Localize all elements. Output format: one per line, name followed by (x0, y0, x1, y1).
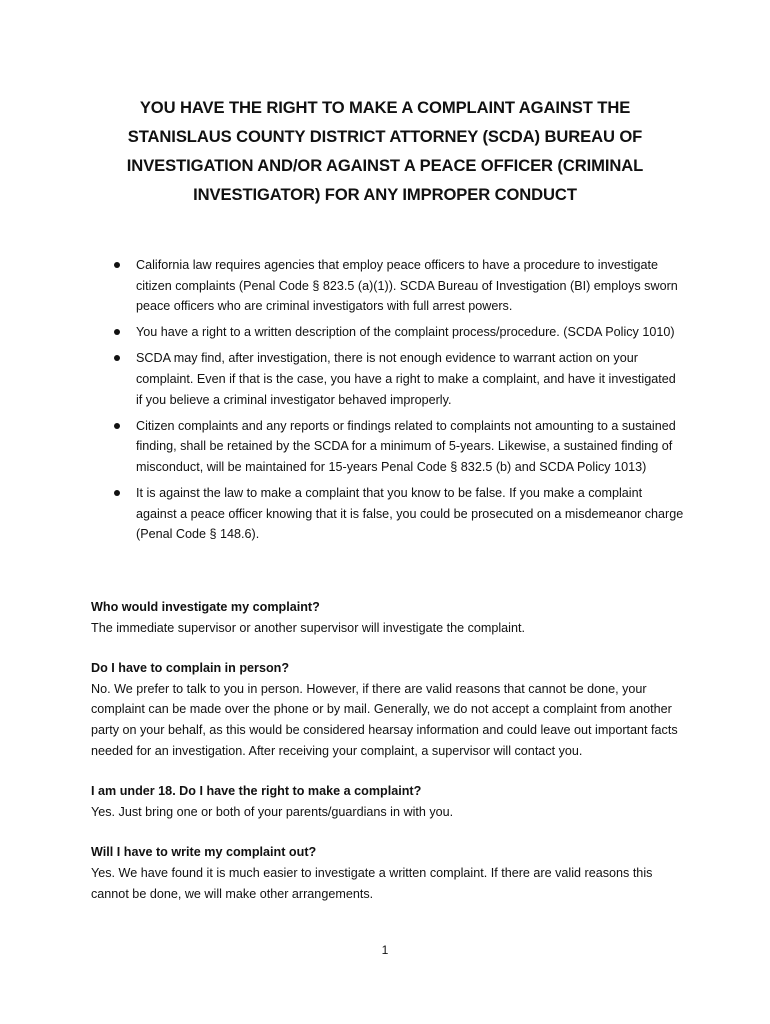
page-number: 1 (381, 943, 389, 957)
document-title: YOU HAVE THE RIGHT TO MAKE A COMPLAINT AGAINST THE STANISLAUS COUNTY DISTRICT ATTORNEY (SCDA) BUREAU OF INVESTIGATION AND/OR AGAINST A PEACE OFFICER (CRIMINAL INVESTIGATOR) FOR ANY IMPROPER CONDUCT (126, 98, 644, 204)
faq-question: Who would investigate my complaint? (91, 600, 320, 614)
bullet-item (104, 483, 684, 545)
bullet-text: You have a right to a written description of the complaint process/procedure. (SCDA Policy 1010) (136, 325, 675, 340)
bullet-dot-icon (114, 490, 120, 496)
bullet-item (104, 416, 684, 478)
bullet-text: Citizen complaints and any reports or findings related to complaints not amounting to a sustained finding, shall be retained by the SCDA for a minimum of 5-years. Likewise, a sustained finding of misconduct, will be maintained for 15-years Penal Code § 832.5 (b) and SCDA Policy 1013) (136, 418, 676, 474)
faq-question: Will I have to write my complaint out? (91, 845, 317, 860)
faq-item (91, 842, 681, 904)
faq-question: I am under 18. Do I have the right to make a complaint? (91, 784, 422, 799)
bullet-text: California law requires agencies that employ peace officers to have a procedure to investigate citizen complaints (Penal Code § 823.5 (a)(1)). SCDA Bureau of Investigation (BI) employs sworn peace officers who are criminal investigators with full arrest powers. (136, 258, 678, 314)
bullet-text: SCDA may find, after investigation, there is not enough evidence to warrant action on your complaint. Even if that is the case, you have a right to make a complaint, and have it investigated if you believe a criminal investigator behaved improperly. (136, 351, 676, 407)
bullet-dot-icon (114, 262, 120, 268)
faq-item (91, 597, 681, 638)
bullet-text: It is against the law to make a complaint that you know to be false. If you make a complaint against a peace officer knowing that it is false, you could be prosecuted on a misdemeanor charge (Penal Code § 148.6). (136, 485, 684, 542)
faq-item (91, 658, 681, 761)
bullet-dot-icon (114, 355, 120, 361)
rights-bullet-list (104, 255, 684, 550)
faq-section (91, 597, 681, 924)
faq-answer: No. We prefer to talk to you in person. However, if there are valid reasons that cannot be done, your complaint can be made over the phone or by mail. Generally, we do not accept a complaint from another party on your behalf, as this would be considered hearsay information and could leave out important facts needed for an investigation. After receiving your complaint, a supervisor will contact you. (91, 681, 678, 758)
bullet-item (104, 255, 684, 317)
faq-answer: Yes. Just bring one or both of your parents/guardians in with you. (91, 804, 454, 819)
faq-answer: The immediate supervisor or another supervisor will investigate the complaint. (91, 620, 525, 635)
bullet-item (104, 348, 684, 410)
bullet-dot-icon (114, 329, 120, 335)
bullet-dot-icon (114, 423, 120, 429)
faq-question: Do I have to complain in person? (91, 661, 290, 676)
faq-answer: Yes. We have found it is much easier to investigate a written complaint. If there are valid reasons this cannot be done, we will make other arrangements. (91, 865, 653, 901)
bullet-item (104, 322, 684, 343)
faq-item (91, 781, 681, 822)
